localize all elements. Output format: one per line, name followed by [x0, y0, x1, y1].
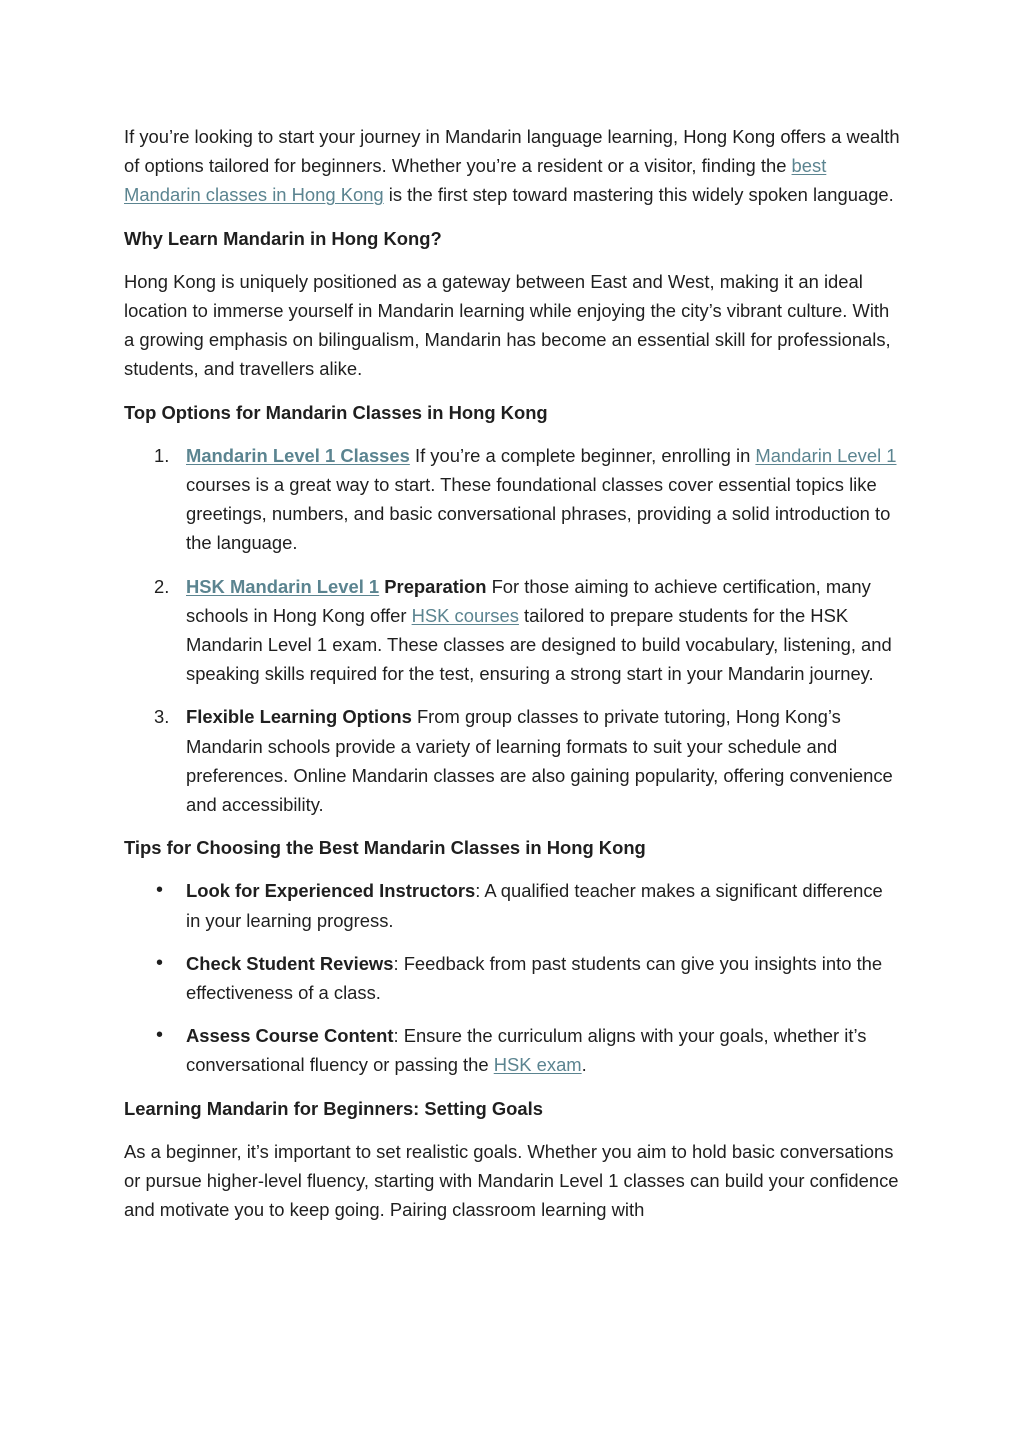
tip-text: : Feedback from past students can give you insights into the effectiveness of a class.	[186, 952, 883, 1004]
best-mandarin-classes-link[interactable]: best Mandarin classes in Hong Kong	[124, 155, 827, 206]
tip-text: : A qualified teacher makes a significant difference in your learning progress.	[186, 880, 883, 931]
intro-text-1: If you’re looking to start your journey in Mandarin language learning, Hong Kong offers a wealth of options tailored for beginners. Whether you’re a resident or a visitor, finding the	[124, 126, 900, 177]
mandarin-level-1-classes-link[interactable]: Mandarin Level 1 Classes	[186, 444, 410, 466]
bullet: •	[156, 1024, 164, 1047]
goals-paragraph: As a beginner, it’s important to set realistic goals. Whether you aim to hold basic conversations or pursue higher-level fluency, starting with Mandarin Level 1 classes can build your confidence and motivate you to keep going. Pairing classroom learning with	[124, 1140, 899, 1221]
tip-title: Assess Course Content	[186, 1025, 394, 1047]
list-number: 2.	[154, 575, 170, 597]
tip-title: Check Student Reviews	[186, 952, 394, 974]
why-learn-paragraph: Hong Kong is uniquely positioned as a gateway between East and West, making it an ideal location to immerse yourself in Mandarin learning while enjoying the city’s vibrant culture. With a growing emphasis on bilingualism, Mandarin has become an essential skill for professionals, students, and travellers alike.	[124, 270, 891, 380]
list-item	[124, 876, 900, 934]
goals-heading: Learning Mandarin for Beginners: Setting Goals	[124, 1097, 543, 1119]
item-text: tailored to prepare students for the HSK Mandarin Level 1 exam. These classes are designed to build vocabulary, listening, and speaking skills required for the test, ensuring a strong start in your Mandarin journey.	[186, 604, 892, 685]
tip-text-end: .	[581, 1054, 587, 1076]
list-number: 3.	[154, 706, 170, 728]
item-text: From group classes to private tutoring, Hong Kong’s Mandarin schools provide a variety of learning formats to suit your schedule and preferences. Online Mandarin classes are also gaining popularity, offering convenience and accessibility.	[186, 706, 893, 816]
item-title: Preparation	[379, 575, 487, 597]
hsk-mandarin-level-1-link[interactable]: HSK Mandarin Level 1	[186, 575, 380, 597]
top-options-list	[124, 441, 900, 819]
list-item	[124, 702, 900, 819]
intro-text-2: is the first step toward mastering this widely spoken language.	[383, 184, 894, 206]
tips-heading: Tips for Choosing the Best Mandarin Classes in Hong Kong	[124, 837, 646, 859]
list-item	[124, 1021, 900, 1079]
list-item	[124, 572, 900, 689]
tips-list	[124, 876, 900, 1079]
item-text: courses is a great way to start. These foundational classes cover essential topics like greetings, numbers, and basic conversational phrases, providing a solid introduction to the language.	[186, 474, 891, 554]
list-item	[124, 441, 900, 558]
list-item	[124, 949, 900, 1007]
top-options-heading: Top Options for Mandarin Classes in Hong Kong	[124, 401, 548, 423]
list-number: 1.	[154, 444, 170, 466]
hsk-courses-link[interactable]: HSK courses	[411, 604, 519, 626]
bullet: •	[156, 951, 164, 974]
document-page	[124, 122, 900, 1239]
why-learn-heading: Why Learn Mandarin in Hong Kong?	[124, 227, 442, 249]
tip-title: Look for Experienced Instructors	[186, 880, 476, 902]
mandarin-level-1-link[interactable]: Mandarin Level 1	[755, 444, 897, 466]
item-title: Flexible Learning Options	[186, 706, 412, 728]
item-text: For those aiming to achieve certification, many schools in Hong Kong offer	[186, 575, 871, 626]
bullet: •	[156, 879, 164, 902]
intro-paragraph	[124, 122, 900, 210]
tip-text: : Ensure the curriculum aligns with your goals, whether it’s conversational fluency or passing the	[186, 1025, 867, 1076]
item-text: If you’re a complete beginner, enrolling in	[409, 444, 756, 466]
hsk-exam-link[interactable]: HSK exam	[493, 1054, 582, 1076]
